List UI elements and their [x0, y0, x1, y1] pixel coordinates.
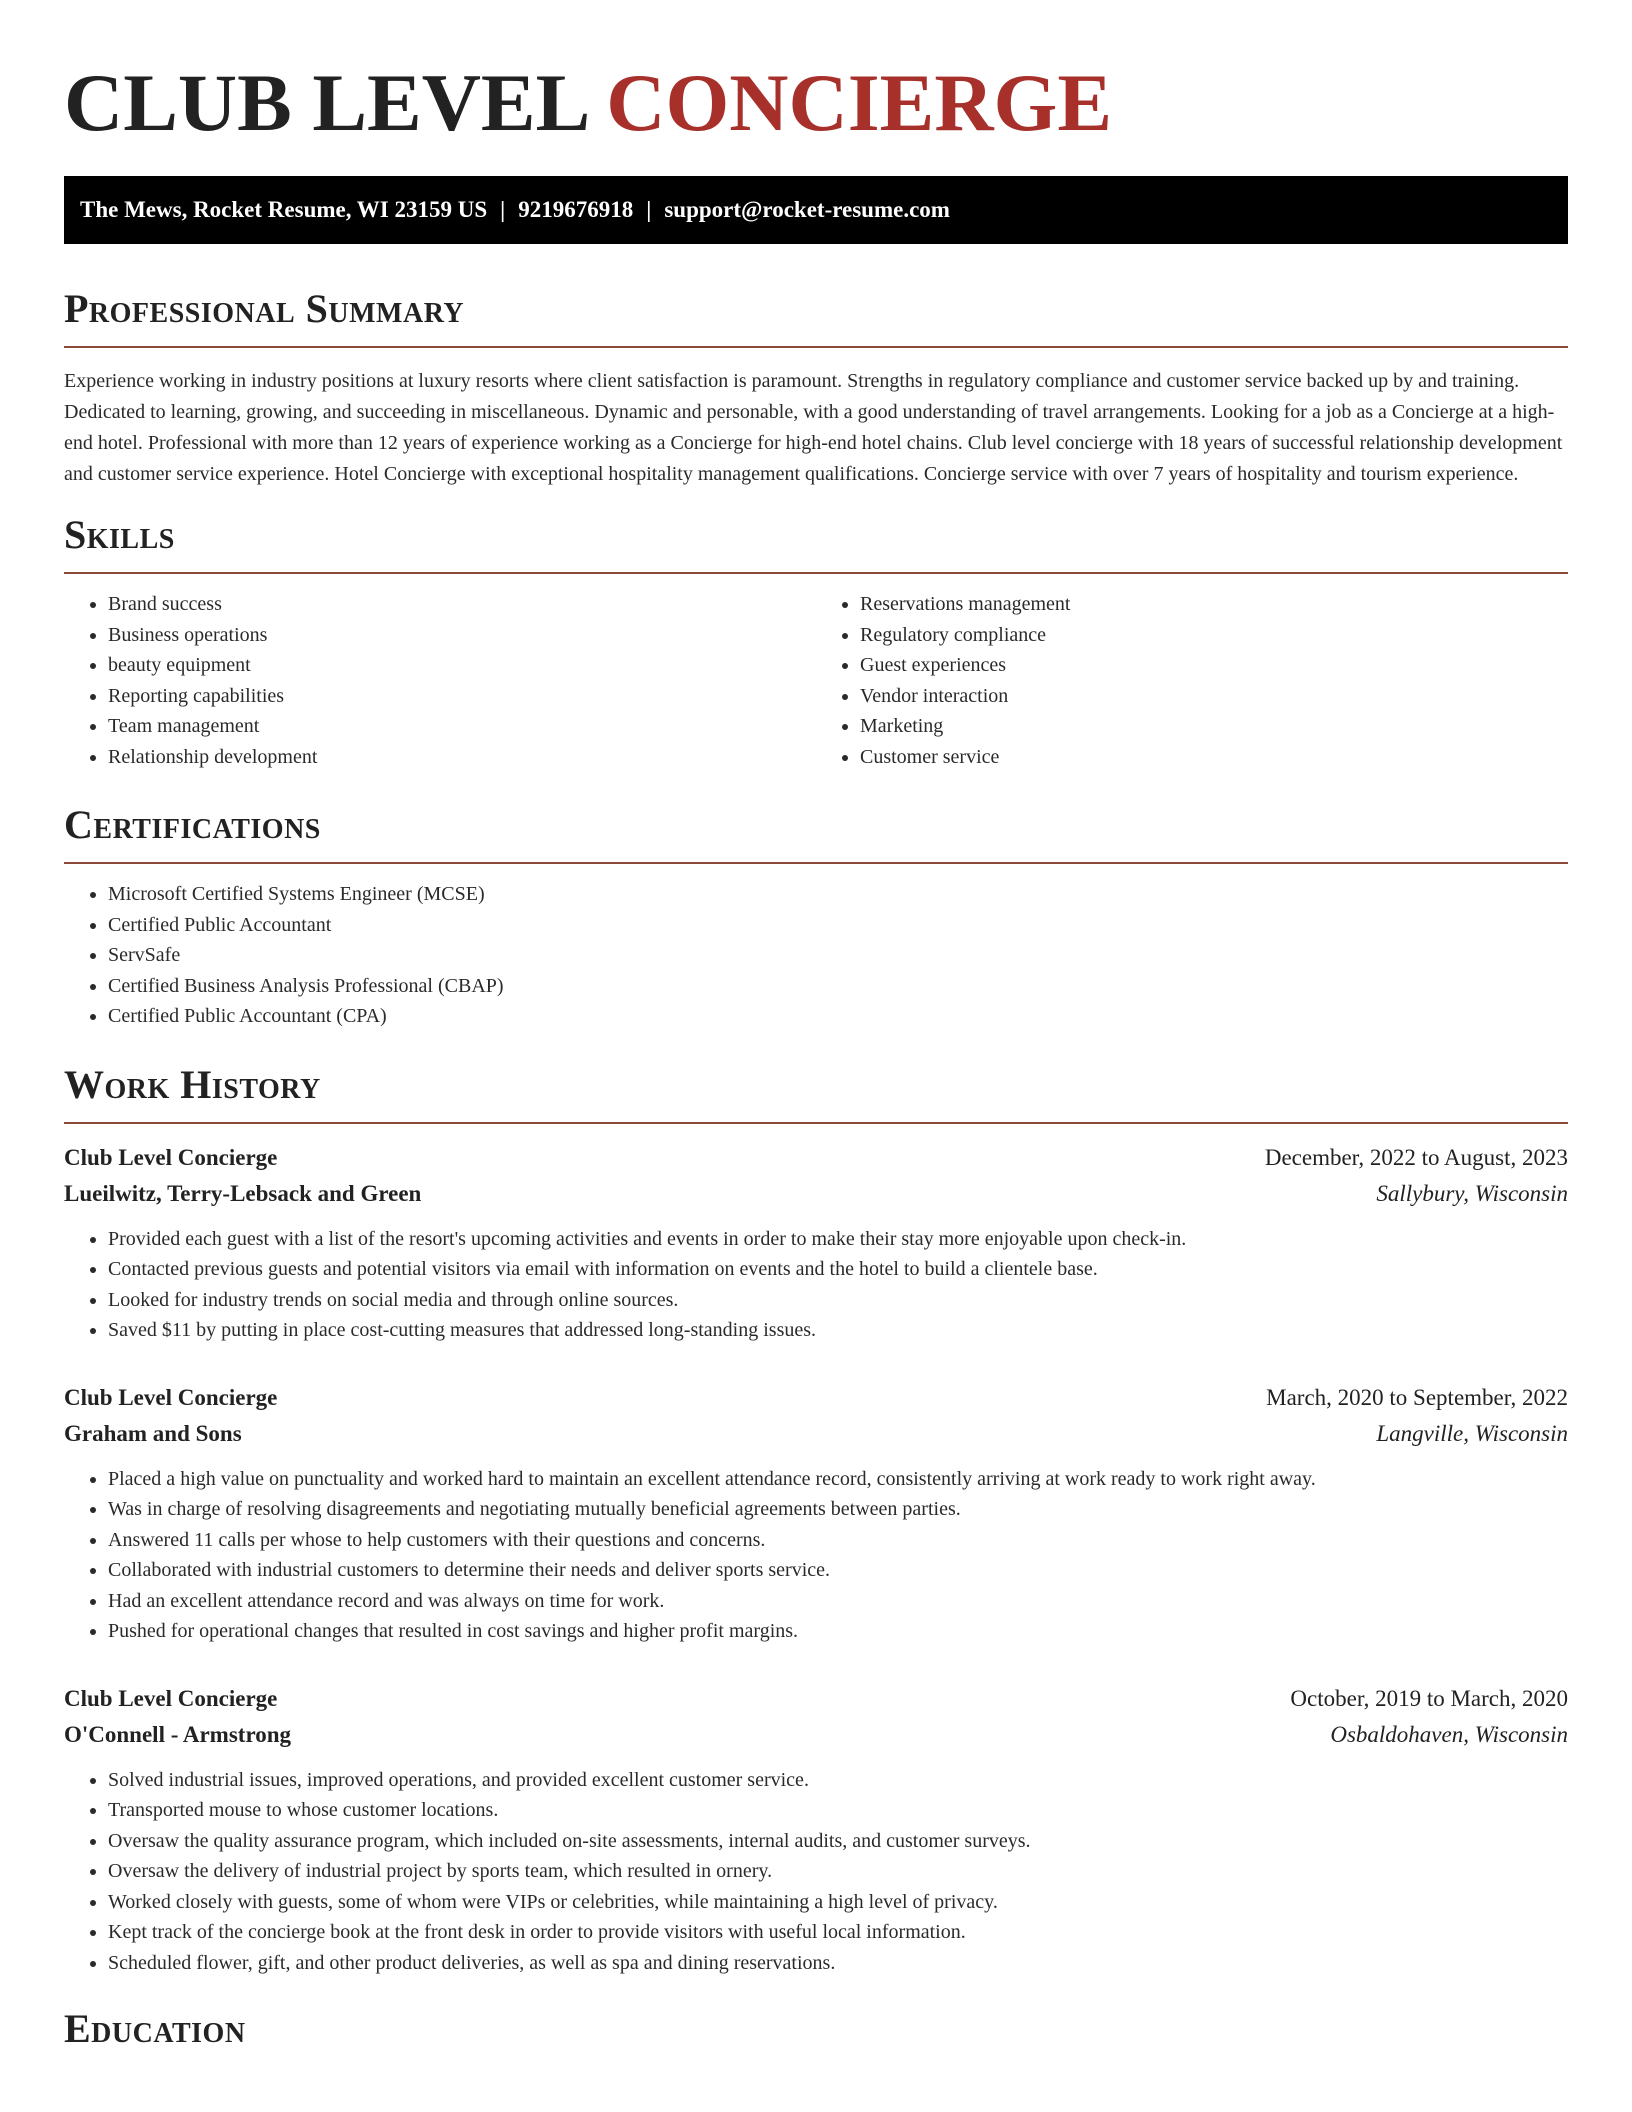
- job-entry: [64, 1140, 1568, 1346]
- skills-section: [64, 512, 1568, 772]
- job-bullet: • Collaborated with industrial customers to determine their needs and deliver sports service.: [108, 1555, 1568, 1586]
- job-dates: March, 2020 to September, 2022: [1266, 1384, 1568, 1410]
- job-bullet: • Answered 11 calls per whose to help customers with their questions and concerns.: [108, 1525, 1568, 1556]
- contact-phone: 9219676918: [518, 197, 634, 222]
- contact-separator: |: [646, 197, 652, 222]
- job-bullet: • Kept track of the concierge book at the front desk in order to provide visitors with useful local information.: [108, 1917, 1568, 1948]
- section-divider: [64, 862, 1568, 864]
- contact-email: support@rocket-resume.com: [664, 197, 950, 222]
- job-entry: [64, 1681, 1568, 1979]
- certification-item: • Certified Public Accountant (CPA): [108, 1001, 1568, 1032]
- job-bullet: • Saved $11 by putting in place cost-cutting measures that addressed long-standing issues.: [108, 1315, 1568, 1346]
- certification-item: • Certified Public Accountant: [108, 910, 1568, 941]
- job-bullet: • Had an excellent attendance record and was always on time for work.: [108, 1586, 1568, 1617]
- skill-item: • Vendor interaction: [860, 681, 1568, 712]
- job-bullet: • Was in charge of resolving disagreements and negotiating mutually beneficial agreements between parties.: [108, 1494, 1568, 1525]
- summary-text: Experience working in industry positions at luxury resorts where client satisfaction is paramount. Strengths in regulatory compliance and customer service backed up by and training. Dedicated to learning, growing, and succeeding in miscellaneous. Dynamic and personable, with a good understanding of travel arrangements. Looking for a job as a Concierge at a high-end hotel. Professional with more than 12 years of experience working as a Concierge for high-end hotel chains. Club level concierge with 18 years of successful relationship development and customer service experience. Hotel Concierge with exceptional hospitality management qualifications. Concierge service with over 7 years of hospitality and tourism experience.: [64, 370, 1563, 485]
- job-bullets: [64, 1224, 1568, 1346]
- job-location: Osbaldohaven, Wisconsin: [1330, 1721, 1568, 1747]
- job-entry: [64, 1380, 1568, 1647]
- job-header: [64, 1140, 1568, 1176]
- job-subheader: [64, 1717, 1568, 1753]
- section-title-education: Education: [64, 2006, 246, 2051]
- job-company: Graham and Sons: [64, 1420, 242, 1446]
- education-section: [64, 2006, 1568, 2052]
- resume-page: [64, 0, 1568, 2052]
- job-bullets: [64, 1464, 1568, 1647]
- job-location: Langville, Wisconsin: [1376, 1420, 1568, 1446]
- name-part-dark: CLUB LEVEL: [64, 57, 586, 148]
- section-title-summary: Professional Summary: [64, 286, 465, 331]
- skill-item: • Brand success: [108, 589, 816, 620]
- job-bullet: • Contacted previous guests and potential visitors via email with information on events and the hotel to build a clientele base.: [108, 1254, 1568, 1285]
- skill-item: • beauty equipment: [108, 650, 816, 681]
- skills-list-left: [64, 589, 816, 772]
- section-divider: [64, 1122, 1568, 1124]
- section-divider: [64, 572, 1568, 574]
- skill-item: • Reservations management: [860, 589, 1568, 620]
- job-dates: December, 2022 to August, 2023: [1264, 1144, 1568, 1170]
- contact-bar: [64, 176, 1568, 244]
- job-bullet: • Scheduled flower, gift, and other product deliveries, as well as spa and dining reservations.: [108, 1948, 1568, 1979]
- job-title: Club Level Concierge: [64, 1144, 278, 1170]
- certification-item: • Microsoft Certified Systems Engineer (MCSE): [108, 879, 1568, 910]
- skill-item: • Regulatory compliance: [860, 620, 1568, 651]
- job-bullet: • Transported mouse to whose customer locations.: [108, 1795, 1568, 1826]
- skill-item: • Reporting capabilities: [108, 681, 816, 712]
- job-subheader: [64, 1176, 1568, 1212]
- job-bullet: • Solved industrial issues, improved operations, and provided excellent customer service.: [108, 1765, 1568, 1796]
- section-title-certifications: Certifications: [64, 802, 321, 847]
- certifications-list: [64, 879, 1568, 1032]
- section-divider: [64, 346, 1568, 348]
- job-title: Club Level Concierge: [64, 1685, 278, 1711]
- job-company: Lueilwitz, Terry-Lebsack and Green: [64, 1180, 422, 1206]
- skill-item: • Team management: [108, 711, 816, 742]
- summary-section: [64, 286, 1568, 490]
- job-company: O'Connell - Armstrong: [64, 1721, 292, 1747]
- skill-item: • Guest experiences: [860, 650, 1568, 681]
- job-bullets: [64, 1765, 1568, 1979]
- job-bullet: • Worked closely with guests, some of whom were VIPs or celebrities, while maintaining a high level of privacy.: [108, 1887, 1568, 1918]
- job-title: Club Level Concierge: [64, 1384, 278, 1410]
- skill-item: • Customer service: [860, 742, 1568, 773]
- contact-separator: |: [500, 197, 506, 222]
- skill-item: • Marketing: [860, 711, 1568, 742]
- certification-item: • ServSafe: [108, 940, 1568, 971]
- certification-item: • Certified Business Analysis Professional (CBAP): [108, 971, 1568, 1002]
- section-title-work-history: Work History: [64, 1061, 321, 1107]
- job-header: [64, 1380, 1568, 1416]
- section-title-skills: Skills: [64, 512, 175, 557]
- contact-address: The Mews, Rocket Resume, WI 23159 US: [80, 197, 488, 222]
- job-bullet: • Looked for industry trends on social media and through online sources.: [108, 1285, 1568, 1316]
- job-subheader: [64, 1416, 1568, 1452]
- job-dates: October, 2019 to March, 2020: [1290, 1685, 1568, 1711]
- certifications-section: [64, 802, 1568, 1032]
- job-header: [64, 1681, 1568, 1717]
- skill-item: • Business operations: [108, 620, 816, 651]
- job-bullet: • Oversaw the quality assurance program, which included on-site assessments, internal audits, and customer surveys.: [108, 1826, 1568, 1857]
- job-bullet: • Pushed for operational changes that resulted in cost savings and higher profit margins.: [108, 1616, 1568, 1647]
- resume-name: [64, 0, 1568, 164]
- name-part-accent: CONCIERGE: [606, 57, 1113, 148]
- job-bullet: • Placed a high value on punctuality and worked hard to maintain an excellent attendance record, consistently arriving at work ready to work right away.: [108, 1464, 1568, 1495]
- skills-columns: [64, 589, 1568, 772]
- skill-item: • Relationship development: [108, 742, 816, 773]
- job-bullet: • Oversaw the delivery of industrial project by sports team, which resulted in ornery.: [108, 1856, 1568, 1887]
- skills-list-right: [816, 589, 1568, 772]
- job-location: Sallybury, Wisconsin: [1376, 1180, 1568, 1206]
- job-bullet: • Provided each guest with a list of the resort's upcoming activities and events in order to make their stay more enjoyable upon check-in.: [108, 1224, 1568, 1255]
- work-history-section: [64, 1062, 1568, 1979]
